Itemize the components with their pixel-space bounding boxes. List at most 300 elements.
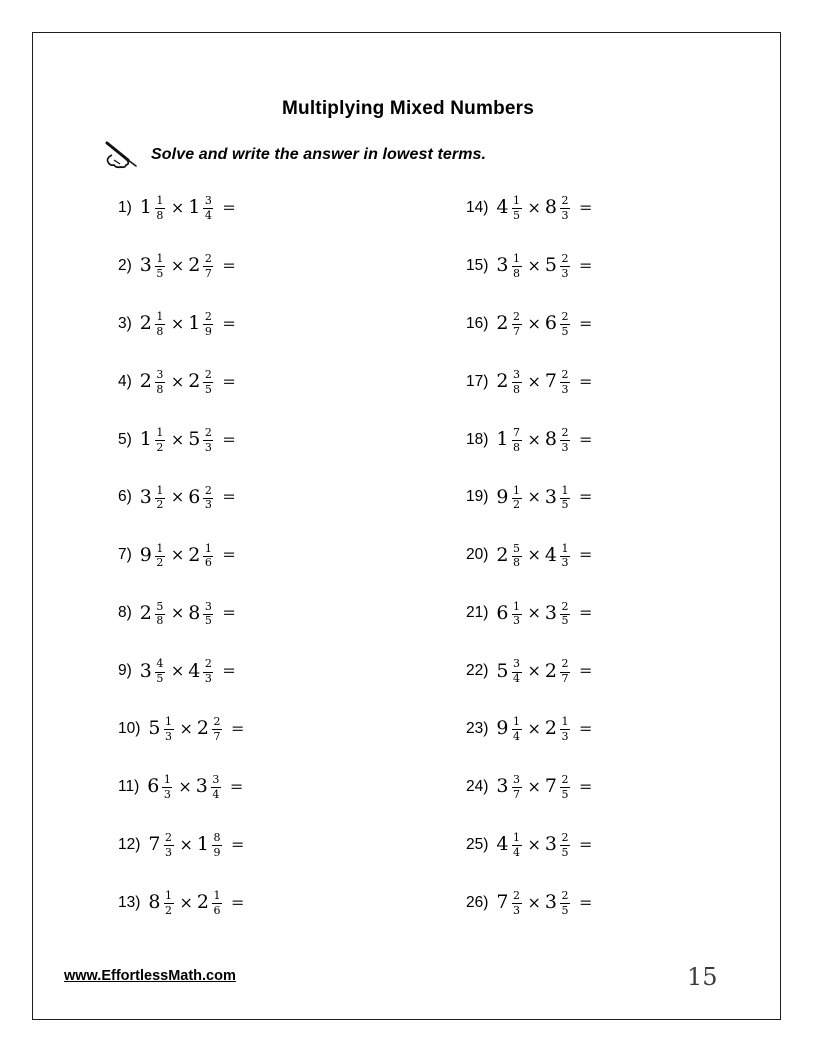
fraction-numerator: 2 (203, 427, 213, 441)
fraction-numerator: 2 (512, 311, 522, 325)
equals-sign: = (231, 892, 245, 912)
fraction (203, 601, 213, 628)
problem-row (466, 295, 592, 353)
fraction-numerator: 3 (211, 774, 221, 788)
fraction-numerator: 1 (164, 716, 174, 730)
fraction-numerator: 1 (162, 774, 172, 788)
multiplication-sign: × (527, 313, 541, 333)
whole-number: 2 (196, 891, 209, 914)
whole-number: 8 (544, 428, 557, 450)
multiplication-sign: × (170, 313, 185, 333)
whole-number: 4 (496, 196, 509, 219)
problems-column-left (118, 179, 244, 932)
problem-row (118, 179, 244, 237)
multiplication-sign: × (527, 371, 541, 391)
whole-number: 2 (544, 717, 557, 740)
fraction (164, 890, 174, 917)
equals-sign: = (229, 776, 244, 796)
multiplication-sign: × (170, 487, 185, 507)
whole-number: 3 (139, 254, 152, 277)
fraction-denominator: 8 (513, 556, 520, 570)
fraction (203, 369, 213, 396)
fraction (212, 716, 222, 743)
problem-row (118, 700, 244, 758)
instruction-row (104, 140, 486, 170)
fraction-numerator: 3 (155, 369, 165, 383)
whole-number: 2 (188, 254, 201, 277)
whole-number: 3 (139, 485, 152, 508)
fraction (203, 253, 213, 280)
fraction (560, 543, 570, 570)
fraction-numerator: 2 (203, 311, 213, 325)
equals-sign: = (231, 834, 245, 854)
fraction-numerator: 1 (512, 485, 522, 499)
fraction (560, 427, 570, 454)
fraction (212, 832, 222, 859)
fraction-numerator: 1 (203, 543, 213, 557)
fraction (203, 485, 213, 512)
multiplication-sign: × (527, 603, 541, 623)
fraction-numerator: 1 (155, 311, 165, 325)
fraction-denominator: 2 (156, 556, 164, 570)
problem-number: 1) (118, 198, 132, 216)
fraction-denominator: 3 (561, 729, 569, 743)
whole-number: 2 (188, 543, 201, 566)
fraction-numerator: 2 (212, 716, 222, 730)
fraction (512, 485, 522, 512)
problem-expression (140, 600, 236, 627)
whole-number: 1 (196, 833, 209, 856)
whole-number: 2 (496, 370, 509, 393)
whole-number: 9 (496, 485, 509, 508)
fraction-numerator: 2 (203, 253, 213, 267)
fraction-denominator: 3 (513, 614, 520, 628)
problem-number: 18) (466, 430, 489, 448)
fraction-denominator: 5 (561, 614, 569, 628)
problem-number: 25) (466, 835, 489, 853)
fraction-denominator: 3 (561, 382, 569, 396)
problem-number: 23) (466, 719, 489, 737)
fraction-denominator: 5 (561, 845, 569, 859)
problem-row (466, 816, 592, 874)
multiplication-sign: × (170, 661, 185, 681)
fraction-numerator: 1 (512, 716, 522, 730)
fraction-numerator: 3 (512, 369, 522, 383)
fraction (512, 890, 522, 917)
whole-number: 2 (496, 312, 509, 335)
problem-number: 5) (118, 430, 132, 448)
whole-number: 5 (148, 717, 161, 740)
page-number: 15 (687, 963, 718, 991)
problem-row (466, 642, 592, 700)
problem-row (466, 700, 592, 758)
whole-number: 1 (139, 196, 152, 219)
problem-expression (140, 426, 236, 453)
fraction-denominator: 7 (561, 672, 569, 686)
fraction-denominator: 4 (513, 729, 520, 743)
fraction (512, 195, 522, 222)
whole-number: 7 (544, 775, 557, 798)
fraction-denominator: 5 (204, 614, 212, 628)
whole-number: 1 (139, 428, 152, 450)
equals-sign: = (579, 661, 593, 681)
fraction-numerator: 1 (155, 543, 165, 557)
multiplication-sign: × (527, 429, 541, 449)
fraction-denominator: 3 (561, 556, 569, 570)
fraction (164, 716, 174, 743)
problem-number: 20) (466, 546, 489, 564)
problem-row (118, 642, 244, 700)
fraction-denominator: 3 (165, 729, 172, 743)
fraction-numerator: 2 (560, 311, 570, 325)
multiplication-sign: × (170, 371, 185, 391)
problem-expression (140, 657, 236, 684)
problem-expression (496, 484, 592, 511)
equals-sign: = (579, 545, 593, 565)
fraction-numerator: 1 (155, 253, 165, 267)
fraction-numerator: 1 (212, 890, 222, 904)
fraction-denominator: 8 (513, 266, 520, 280)
multiplication-sign: × (527, 718, 541, 738)
fraction (560, 369, 570, 396)
equals-sign: = (579, 255, 593, 275)
whole-number: 2 (544, 659, 557, 682)
multiplication-sign: × (527, 545, 541, 565)
fraction-denominator: 5 (204, 382, 212, 396)
fraction-numerator: 3 (512, 658, 522, 672)
whole-number: 9 (496, 717, 509, 740)
multiplication-sign: × (527, 661, 541, 681)
problem-row (466, 411, 592, 469)
whole-number: 6 (544, 312, 557, 335)
fraction (212, 890, 222, 917)
fraction-denominator: 4 (204, 208, 212, 222)
fraction-numerator: 2 (560, 832, 570, 846)
whole-number: 3 (544, 833, 557, 856)
fraction (560, 195, 570, 222)
problem-expression (148, 889, 244, 916)
fraction (155, 485, 165, 512)
fraction-numerator: 2 (560, 427, 570, 441)
fraction (560, 253, 570, 280)
fraction-denominator: 3 (561, 440, 569, 454)
fraction-denominator: 9 (213, 845, 221, 859)
equals-sign: = (579, 429, 593, 449)
fraction-denominator: 7 (513, 324, 520, 338)
equals-sign: = (579, 776, 593, 796)
problem-expression (496, 194, 592, 221)
multiplication-sign: × (170, 197, 185, 217)
problem-row (118, 468, 244, 526)
multiplication-sign: × (527, 776, 541, 796)
fraction-numerator: 2 (560, 369, 570, 383)
problem-row (466, 584, 592, 642)
problem-number: 13) (118, 893, 141, 911)
fraction-numerator: 1 (512, 832, 522, 846)
fraction-numerator: 2 (560, 601, 570, 615)
fraction (203, 658, 213, 685)
whole-number: 7 (544, 370, 557, 393)
whole-number: 1 (188, 196, 201, 219)
whole-number: 2 (139, 312, 152, 335)
whole-number: 2 (139, 370, 152, 393)
fraction-numerator: 8 (212, 832, 222, 846)
problem-expression (496, 426, 592, 453)
fraction-numerator: 1 (560, 716, 570, 730)
problem-expression (496, 831, 592, 858)
fraction-denominator: 5 (561, 787, 569, 801)
fraction-denominator: 5 (156, 266, 164, 280)
fraction-numerator: 2 (203, 485, 213, 499)
problem-row (466, 179, 592, 237)
equals-sign: = (222, 603, 236, 623)
problem-number: 14) (466, 198, 489, 216)
problem-row (118, 526, 244, 584)
fraction-denominator: 3 (561, 208, 569, 222)
fraction (203, 195, 213, 222)
page-title: Multiplying Mixed Numbers (281, 98, 535, 119)
problem-row (466, 237, 592, 295)
fraction (512, 253, 522, 280)
fraction (512, 369, 522, 396)
fraction-denominator: 3 (513, 903, 520, 917)
problem-expression (140, 484, 236, 511)
whole-number: 7 (496, 891, 509, 914)
fraction-numerator: 5 (155, 601, 165, 615)
fraction (155, 369, 165, 396)
whole-number: 5 (496, 659, 509, 682)
problem-number: 24) (466, 777, 489, 795)
fraction-numerator: 7 (512, 427, 522, 441)
fraction-numerator: 1 (155, 427, 165, 441)
fraction (512, 311, 522, 338)
whole-number: 2 (196, 717, 209, 740)
fraction-denominator: 8 (156, 208, 164, 222)
problem-row (118, 584, 244, 642)
problem-number: 8) (118, 604, 132, 622)
problem-expression (496, 542, 592, 569)
fraction-denominator: 8 (513, 440, 520, 454)
fraction-denominator: 2 (156, 440, 164, 454)
fraction (560, 832, 570, 859)
problem-expression (140, 252, 236, 279)
fraction (155, 543, 165, 570)
problem-number: 4) (118, 372, 132, 390)
fraction (164, 832, 174, 859)
fraction (155, 311, 165, 338)
fraction-denominator: 7 (204, 266, 212, 280)
fraction-numerator: 2 (560, 253, 570, 267)
problem-number: 26) (466, 893, 489, 911)
fraction (211, 774, 221, 801)
multiplication-sign: × (170, 429, 185, 449)
problem-number: 6) (118, 488, 132, 506)
fraction-denominator: 3 (165, 845, 172, 859)
problem-number: 22) (466, 662, 489, 680)
multiplication-sign: × (527, 834, 541, 854)
equals-sign: = (579, 892, 593, 912)
fraction (560, 890, 570, 917)
problem-expression (148, 831, 244, 858)
fraction-denominator: 8 (156, 382, 164, 396)
fraction (203, 543, 213, 570)
problem-number: 3) (118, 314, 132, 332)
problem-row (466, 874, 592, 932)
fraction-numerator: 4 (155, 658, 165, 672)
fraction (155, 658, 165, 685)
multiplication-sign: × (527, 255, 541, 275)
fraction-numerator: 1 (155, 485, 165, 499)
fraction-denominator: 5 (561, 498, 569, 512)
fraction (512, 543, 522, 570)
fraction-numerator: 5 (512, 543, 522, 557)
fraction-numerator: 3 (203, 601, 213, 615)
fraction-numerator: 2 (560, 658, 570, 672)
equals-sign: = (579, 718, 593, 738)
fraction (560, 485, 570, 512)
equals-sign: = (579, 197, 593, 217)
problem-row (466, 468, 592, 526)
problem-row (466, 526, 592, 584)
problem-row (118, 353, 244, 411)
footer-website-link[interactable]: www.EffortlessMath.com (64, 968, 236, 984)
fraction (203, 427, 213, 454)
equals-sign: = (222, 487, 236, 507)
problem-expression (140, 542, 236, 569)
problem-expression (496, 310, 592, 337)
fraction-denominator: 3 (204, 440, 212, 454)
problem-expression (140, 368, 236, 395)
fraction-denominator: 5 (561, 324, 569, 338)
problem-number: 7) (118, 546, 132, 564)
whole-number: 1 (188, 312, 201, 335)
multiplication-sign: × (179, 718, 193, 738)
fraction-numerator: 2 (203, 369, 213, 383)
fraction-numerator: 1 (512, 195, 522, 209)
whole-number: 8 (148, 891, 161, 914)
fraction-denominator: 4 (513, 845, 520, 859)
fraction (155, 601, 165, 628)
multiplication-sign: × (170, 255, 185, 275)
whole-number: 2 (188, 370, 201, 393)
fraction-denominator: 8 (156, 324, 164, 338)
fraction-numerator: 2 (560, 195, 570, 209)
problem-expression (140, 310, 236, 337)
problems-column-right (466, 179, 592, 932)
problem-number: 21) (466, 604, 489, 622)
whole-number: 2 (139, 601, 152, 624)
problem-number: 2) (118, 256, 132, 274)
equals-sign: = (579, 603, 593, 623)
fraction-numerator: 2 (203, 658, 213, 672)
equals-sign: = (231, 718, 245, 738)
whole-number: 6 (147, 775, 160, 798)
problem-row (118, 237, 244, 295)
fraction-numerator: 1 (512, 601, 522, 615)
fraction-denominator: 6 (213, 903, 221, 917)
fraction-numerator: 1 (560, 543, 570, 557)
writing-hand-icon (104, 140, 140, 170)
fraction (155, 427, 165, 454)
problem-row (118, 295, 244, 353)
instruction-text: Solve and write the answer in lowest terms. (151, 146, 487, 163)
fraction-denominator: 7 (513, 787, 520, 801)
whole-number: 5 (544, 254, 557, 277)
whole-number: 7 (148, 833, 161, 856)
fraction-denominator: 3 (561, 266, 569, 280)
fraction (155, 253, 165, 280)
fraction-denominator: 9 (204, 324, 212, 338)
fraction (512, 774, 522, 801)
problem-number: 9) (118, 662, 132, 680)
multiplication-sign: × (179, 834, 193, 854)
fraction (512, 832, 522, 859)
fraction-numerator: 1 (560, 485, 570, 499)
whole-number: 3 (195, 775, 208, 798)
fraction (560, 774, 570, 801)
fraction-numerator: 1 (164, 890, 174, 904)
equals-sign: = (579, 487, 593, 507)
problem-expression (496, 600, 592, 627)
multiplication-sign: × (170, 545, 185, 565)
problem-number: 11) (118, 777, 140, 795)
problem-number: 10) (118, 719, 141, 737)
multiplication-sign: × (527, 487, 541, 507)
fraction-numerator: 3 (512, 774, 522, 788)
fraction-denominator: 6 (204, 556, 212, 570)
multiplication-sign: × (527, 197, 541, 217)
problem-number: 19) (466, 488, 489, 506)
problem-number: 16) (466, 314, 489, 332)
fraction-denominator: 2 (513, 498, 520, 512)
fraction-denominator: 4 (513, 672, 520, 686)
whole-number: 1 (496, 428, 509, 450)
problem-number: 17) (466, 372, 489, 390)
fraction-denominator: 7 (213, 729, 221, 743)
fraction-denominator: 3 (163, 787, 171, 801)
equals-sign: = (222, 197, 236, 217)
whole-number: 2 (496, 543, 509, 566)
multiplication-sign: × (179, 892, 193, 912)
problem-row (118, 816, 244, 874)
equals-sign: = (222, 255, 236, 275)
problem-expression (496, 252, 592, 279)
fraction (560, 311, 570, 338)
whole-number: 3 (496, 254, 509, 277)
multiplication-sign: × (527, 892, 541, 912)
problem-row (118, 411, 244, 469)
fraction (560, 658, 570, 685)
whole-number: 3 (139, 659, 152, 682)
whole-number: 3 (496, 775, 509, 798)
fraction-denominator: 2 (156, 498, 164, 512)
fraction (155, 195, 165, 222)
problem-row (118, 874, 244, 932)
fraction (512, 658, 522, 685)
problem-expression (496, 368, 592, 395)
fraction (560, 716, 570, 743)
equals-sign: = (222, 661, 236, 681)
problem-number: 15) (466, 256, 489, 274)
problem-expression (148, 715, 244, 742)
equals-sign: = (222, 313, 236, 333)
fraction (512, 601, 522, 628)
equals-sign: = (222, 429, 236, 449)
fraction-numerator: 2 (512, 890, 522, 904)
problem-expression (140, 194, 236, 221)
fraction-denominator: 3 (204, 672, 212, 686)
whole-number: 4 (496, 833, 509, 856)
